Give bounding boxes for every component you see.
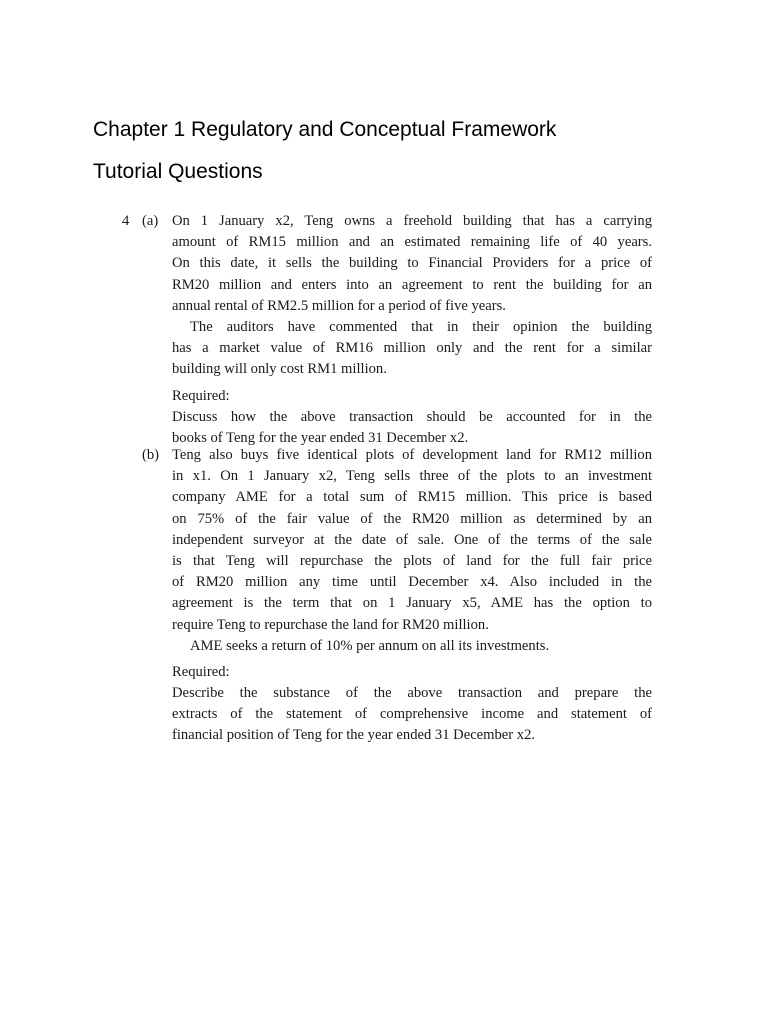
part-b-line: on 75% of the fair value of the RM20 million as determined by an [172, 510, 652, 527]
part-a-line: RM20 million and enters into an agreement to rent the building for an [172, 276, 652, 293]
part-a-line: amount of RM15 million and an estimated remaining life of 40 years. [172, 234, 652, 251]
part-b-text [172, 445, 652, 747]
auditor-comment-line: has a market value of RM16 million only and the rent for a similar [172, 340, 652, 357]
part-b-line: in x1. On 1 January x2, Teng sells three of the plots to an investment [172, 468, 652, 485]
part-a-line: On this date, it sells the building to Financial Providers for a price of [172, 255, 652, 272]
part-a-text [172, 211, 652, 449]
return-line: AME seeks a return of 10% per annum on all its investments. [190, 637, 550, 654]
part-a-line: On 1 January x2, Teng owns a freehold building that has a carrying [172, 213, 652, 229]
part-b-line: of RM20 million any time until December x4. Also included in the [172, 574, 652, 591]
part-b-line: company AME for a total sum of RM15 million. This price is based [172, 489, 652, 506]
page-title: Chapter 1 Regulatory and Conceptual Framework [93, 118, 557, 141]
part-b-line: Teng also buys five identical plots of development land for RM12 million [172, 447, 652, 463]
part-b-line: agreement is the term that on 1 January x5, AME has the option to [172, 595, 652, 612]
part-b-label: (b) [142, 447, 160, 463]
page-subtitle: Tutorial Questions [93, 160, 263, 183]
part-b-required-line: Describe the substance of the above transaction and prepare the [172, 685, 652, 702]
part-a-required-line: books of Teng for the year ended 31 December x2. [172, 429, 469, 446]
part-b-line: is that Teng will repurchase the plots of land for the full fair price [172, 552, 652, 569]
part-b-required-line: financial position of Teng for the year ended 31 December x2. [172, 727, 536, 744]
auditor-comment-line: The auditors have commented that in their opinion the building [190, 318, 652, 335]
part-a-required-line: Discuss how the above transaction should be accounted for in the [172, 408, 652, 425]
part-b-required-label: Required: [172, 663, 230, 680]
part-a-label: (a) [142, 213, 159, 229]
part-b-required-line: extracts of the statement of comprehensive income and statement of [172, 706, 652, 723]
part-a-required-label: Required: [172, 387, 230, 404]
part-b-line: require Teng to repurchase the land for RM20 million. [172, 616, 489, 633]
part-a-line: annual rental of RM2.5 million for a period of five years. [172, 297, 506, 314]
part-b-line: independent surveyor at the date of sale. One of the terms of the sale [172, 531, 652, 548]
auditor-comment-line: building will only cost RM1 million. [172, 361, 387, 378]
question-number: 4 [122, 213, 130, 229]
